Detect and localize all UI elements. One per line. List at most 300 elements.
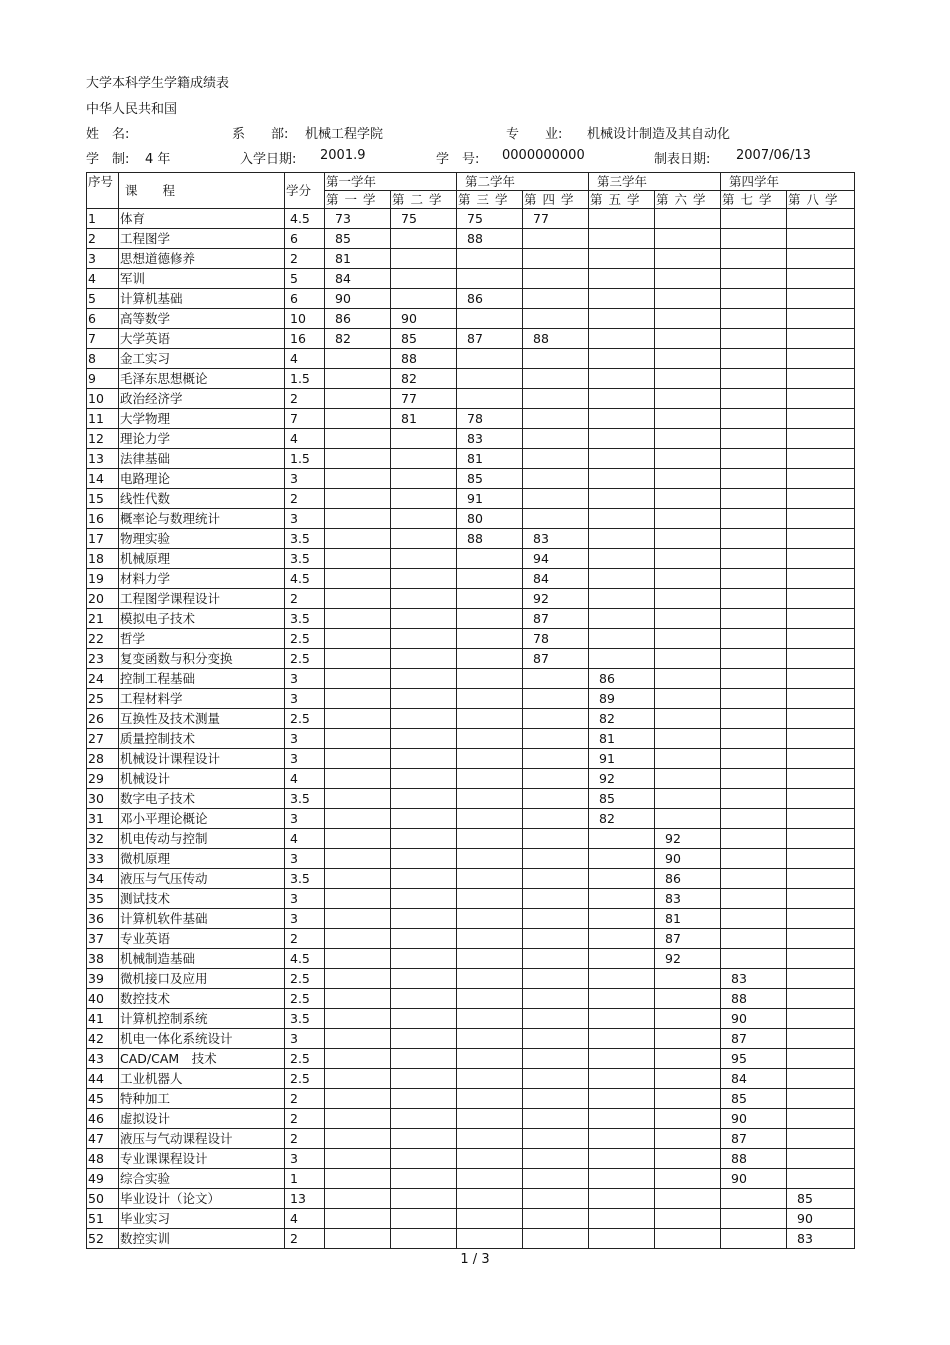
system-label: 学 制: xyxy=(86,152,130,167)
row-score xyxy=(655,669,721,689)
row-seq: 39 xyxy=(87,969,119,989)
row-score xyxy=(787,409,855,429)
row-credit: 13 xyxy=(285,1189,325,1209)
row-seq: 7 xyxy=(87,329,119,349)
row-score xyxy=(523,449,589,469)
row-credit: 3 xyxy=(285,849,325,869)
row-seq: 10 xyxy=(87,389,119,409)
row-seq: 1 xyxy=(87,209,119,229)
row-score xyxy=(523,1209,589,1229)
row-score xyxy=(457,569,523,589)
row-course: 模拟电子技术 xyxy=(119,609,285,629)
row-score xyxy=(787,669,855,689)
row-score xyxy=(655,449,721,469)
row-score xyxy=(325,969,391,989)
row-score xyxy=(391,1009,457,1029)
row-score xyxy=(391,849,457,869)
row-score xyxy=(523,729,589,749)
row-score xyxy=(391,1229,457,1249)
row-score xyxy=(523,849,589,869)
row-credit: 4.5 xyxy=(285,569,325,589)
row-score xyxy=(589,829,655,849)
table-row xyxy=(87,469,855,489)
major-label: 专 业: xyxy=(506,127,563,142)
row-score xyxy=(655,309,721,329)
row-score: 82 xyxy=(589,709,655,729)
row-seq: 27 xyxy=(87,729,119,749)
row-score xyxy=(655,1089,721,1109)
row-score xyxy=(325,869,391,889)
table-row xyxy=(87,549,855,569)
row-credit: 4 xyxy=(285,769,325,789)
row-credit: 2.5 xyxy=(285,1049,325,1069)
row-score xyxy=(325,349,391,369)
row-score xyxy=(721,429,787,449)
row-score xyxy=(457,909,523,929)
row-seq: 9 xyxy=(87,369,119,389)
row-credit: 3 xyxy=(285,1029,325,1049)
row-score xyxy=(787,1109,855,1129)
row-score xyxy=(457,729,523,749)
row-score xyxy=(721,829,787,849)
row-score xyxy=(457,809,523,829)
row-credit: 2.5 xyxy=(285,709,325,729)
row-credit: 3.5 xyxy=(285,869,325,889)
row-credit: 4 xyxy=(285,829,325,849)
row-score xyxy=(655,649,721,669)
row-score xyxy=(589,549,655,569)
header-semester-4: 第 四 学 xyxy=(523,191,589,209)
header-semester-8: 第 八 学 xyxy=(787,191,855,209)
row-score xyxy=(391,289,457,309)
row-score xyxy=(787,529,855,549)
row-course: 毛泽东思想概论 xyxy=(119,369,285,389)
row-score: 84 xyxy=(523,569,589,589)
row-score xyxy=(457,829,523,849)
row-score xyxy=(787,349,855,369)
dept-label: 系 部: xyxy=(232,127,289,142)
made-date-label: 制表日期: xyxy=(654,152,711,167)
table-row xyxy=(87,569,855,589)
row-score xyxy=(655,969,721,989)
row-score: 88 xyxy=(457,229,523,249)
row-course: 金工实习 xyxy=(119,349,285,369)
row-course: 政治经济学 xyxy=(119,389,285,409)
row-score xyxy=(457,789,523,809)
row-score xyxy=(589,1029,655,1049)
row-score xyxy=(787,1029,855,1049)
row-score xyxy=(457,1209,523,1229)
row-course: 数字电子技术 xyxy=(119,789,285,809)
row-score xyxy=(391,1029,457,1049)
row-course: 工业机器人 xyxy=(119,1069,285,1089)
row-score: 81 xyxy=(457,449,523,469)
row-credit: 3.5 xyxy=(285,1009,325,1029)
row-score: 83 xyxy=(523,529,589,549)
table-row xyxy=(87,529,855,549)
table-row xyxy=(87,869,855,889)
row-score xyxy=(391,1169,457,1189)
table-row xyxy=(87,1069,855,1089)
major-value: 机械设计制造及其自动化 xyxy=(587,127,731,142)
row-score xyxy=(787,249,855,269)
row-score xyxy=(721,589,787,609)
header-credit: 学分 xyxy=(285,173,325,209)
made-date-value: 2007/06/13 xyxy=(736,148,811,163)
table-row xyxy=(87,1029,855,1049)
page-number: 1 / 3 xyxy=(460,1252,490,1267)
row-score xyxy=(391,549,457,569)
row-score: 84 xyxy=(721,1069,787,1089)
row-score xyxy=(787,769,855,789)
row-course: 机械原理 xyxy=(119,549,285,569)
row-score xyxy=(721,689,787,709)
header-year-2: 第二学年 xyxy=(457,173,589,191)
row-credit: 1 xyxy=(285,1169,325,1189)
row-score xyxy=(325,469,391,489)
row-score xyxy=(523,1189,589,1209)
row-score xyxy=(523,1049,589,1069)
row-score: 92 xyxy=(523,589,589,609)
row-score xyxy=(325,1089,391,1109)
row-score xyxy=(523,809,589,829)
row-course: 综合实验 xyxy=(119,1169,285,1189)
table-row xyxy=(87,229,855,249)
row-score xyxy=(655,409,721,429)
table-row xyxy=(87,849,855,869)
row-score xyxy=(325,509,391,529)
row-credit: 7 xyxy=(285,409,325,429)
row-score xyxy=(787,369,855,389)
row-score: 80 xyxy=(457,509,523,529)
row-score xyxy=(589,909,655,929)
row-score xyxy=(391,649,457,669)
row-score xyxy=(655,349,721,369)
header-course: 课 程 xyxy=(119,173,285,209)
table-row xyxy=(87,689,855,709)
row-score xyxy=(523,1229,589,1249)
row-score: 77 xyxy=(523,209,589,229)
row-score xyxy=(457,549,523,569)
row-score: 92 xyxy=(589,769,655,789)
row-course: 复变函数与积分变换 xyxy=(119,649,285,669)
row-score xyxy=(589,249,655,269)
row-score xyxy=(523,709,589,729)
row-seq: 17 xyxy=(87,529,119,549)
row-score xyxy=(391,569,457,589)
row-score xyxy=(787,469,855,489)
row-score xyxy=(787,1129,855,1149)
row-seq: 14 xyxy=(87,469,119,489)
row-score xyxy=(787,589,855,609)
header-semester-6: 第 六 学 xyxy=(655,191,721,209)
row-credit: 3 xyxy=(285,809,325,829)
row-score: 86 xyxy=(457,289,523,309)
row-score: 87 xyxy=(721,1129,787,1149)
row-credit: 4.5 xyxy=(285,949,325,969)
row-score xyxy=(523,1089,589,1109)
document-title: 大学本科学生学籍成绩表 xyxy=(86,76,230,91)
row-score: 88 xyxy=(721,989,787,1009)
row-score xyxy=(325,549,391,569)
row-seq: 23 xyxy=(87,649,119,669)
row-score xyxy=(325,849,391,869)
row-course: 军训 xyxy=(119,269,285,289)
row-score xyxy=(787,829,855,849)
row-score xyxy=(655,1009,721,1029)
row-score xyxy=(391,229,457,249)
row-score xyxy=(325,1129,391,1149)
row-seq: 2 xyxy=(87,229,119,249)
row-score: 87 xyxy=(523,649,589,669)
row-score xyxy=(589,1009,655,1029)
row-score xyxy=(721,209,787,229)
row-score xyxy=(325,909,391,929)
row-course: 专业课课程设计 xyxy=(119,1149,285,1169)
row-score xyxy=(589,269,655,289)
row-score xyxy=(391,609,457,629)
enroll-value: 2001.9 xyxy=(320,148,366,163)
row-score xyxy=(523,769,589,789)
row-score: 85 xyxy=(325,229,391,249)
row-score: 73 xyxy=(325,209,391,229)
table-row xyxy=(87,749,855,769)
row-course: 邓小平理论概论 xyxy=(119,809,285,829)
table-row xyxy=(87,289,855,309)
row-score xyxy=(721,349,787,369)
row-score xyxy=(391,989,457,1009)
table-row xyxy=(87,389,855,409)
row-seq: 43 xyxy=(87,1049,119,1069)
row-score xyxy=(787,489,855,509)
row-credit: 3 xyxy=(285,509,325,529)
row-seq: 47 xyxy=(87,1129,119,1149)
row-credit: 2 xyxy=(285,1109,325,1129)
row-course: 大学物理 xyxy=(119,409,285,429)
row-course: 毕业实习 xyxy=(119,1209,285,1229)
row-credit: 10 xyxy=(285,309,325,329)
row-course: 电路理论 xyxy=(119,469,285,489)
row-score xyxy=(523,349,589,369)
row-score xyxy=(391,469,457,489)
row-score xyxy=(457,249,523,269)
row-course: 机电一体化系统设计 xyxy=(119,1029,285,1049)
row-score xyxy=(325,729,391,749)
row-score xyxy=(457,989,523,1009)
row-score xyxy=(787,429,855,449)
row-score xyxy=(391,729,457,749)
row-score: 85 xyxy=(589,789,655,809)
row-score: 81 xyxy=(325,249,391,269)
row-seq: 45 xyxy=(87,1089,119,1109)
row-score xyxy=(787,889,855,909)
row-seq: 22 xyxy=(87,629,119,649)
row-score xyxy=(589,969,655,989)
row-course: 毕业设计（论文） xyxy=(119,1189,285,1209)
row-course: 数控技术 xyxy=(119,989,285,1009)
row-score xyxy=(391,1049,457,1069)
row-score xyxy=(721,229,787,249)
row-score xyxy=(457,629,523,649)
row-score xyxy=(391,1109,457,1129)
row-score xyxy=(655,469,721,489)
row-seq: 34 xyxy=(87,869,119,889)
row-credit: 3 xyxy=(285,909,325,929)
row-score: 95 xyxy=(721,1049,787,1069)
row-score xyxy=(391,969,457,989)
row-score xyxy=(721,629,787,649)
row-score xyxy=(787,689,855,709)
row-score xyxy=(589,849,655,869)
row-credit: 2 xyxy=(285,489,325,509)
row-score: 83 xyxy=(721,969,787,989)
row-score: 91 xyxy=(457,489,523,509)
row-score xyxy=(589,989,655,1009)
table-row xyxy=(87,1209,855,1229)
table-row xyxy=(87,249,855,269)
table-row xyxy=(87,1189,855,1209)
row-score xyxy=(523,1029,589,1049)
row-credit: 4 xyxy=(285,1209,325,1229)
header-semester-2: 第 二 学 xyxy=(391,191,457,209)
row-score xyxy=(721,889,787,909)
row-seq: 46 xyxy=(87,1109,119,1129)
row-score xyxy=(655,229,721,249)
row-score xyxy=(655,689,721,709)
row-score xyxy=(457,709,523,729)
table-row xyxy=(87,589,855,609)
row-score xyxy=(589,1109,655,1129)
row-score xyxy=(391,949,457,969)
row-score xyxy=(325,609,391,629)
row-score: 90 xyxy=(721,1169,787,1189)
row-score xyxy=(787,949,855,969)
row-credit: 4 xyxy=(285,349,325,369)
row-credit: 3 xyxy=(285,1149,325,1169)
row-score xyxy=(787,289,855,309)
row-score xyxy=(457,1129,523,1149)
table-row xyxy=(87,349,855,369)
row-score: 86 xyxy=(325,309,391,329)
row-score xyxy=(787,1169,855,1189)
row-score: 91 xyxy=(589,749,655,769)
row-score xyxy=(721,669,787,689)
row-credit: 6 xyxy=(285,229,325,249)
header-seq: 序号 xyxy=(87,173,119,209)
row-score xyxy=(325,989,391,1009)
row-score xyxy=(457,669,523,689)
row-score xyxy=(721,869,787,889)
row-seq: 44 xyxy=(87,1069,119,1089)
header-semester-3: 第 三 学 xyxy=(457,191,523,209)
row-score xyxy=(325,449,391,469)
row-credit: 2 xyxy=(285,1089,325,1109)
row-score xyxy=(523,469,589,489)
country-label: 中华人民共和国 xyxy=(86,102,178,117)
row-score xyxy=(589,1209,655,1229)
row-score xyxy=(523,289,589,309)
row-course: 计算机软件基础 xyxy=(119,909,285,929)
row-score xyxy=(721,649,787,669)
row-score xyxy=(721,289,787,309)
row-course: 液压与气压传动 xyxy=(119,869,285,889)
row-credit: 2 xyxy=(285,589,325,609)
row-score xyxy=(655,509,721,529)
header-year-1: 第一学年 xyxy=(325,173,457,191)
row-score xyxy=(721,729,787,749)
row-score xyxy=(523,1109,589,1129)
header-year-4: 第四学年 xyxy=(721,173,855,191)
row-score: 85 xyxy=(391,329,457,349)
row-score xyxy=(325,1069,391,1089)
row-score xyxy=(721,389,787,409)
row-credit: 3.5 xyxy=(285,549,325,569)
row-score xyxy=(721,909,787,929)
row-course: 微机接口及应用 xyxy=(119,969,285,989)
row-score xyxy=(655,729,721,749)
table-row xyxy=(87,209,855,229)
table-row xyxy=(87,609,855,629)
row-credit: 2 xyxy=(285,1129,325,1149)
row-score xyxy=(325,649,391,669)
row-seq: 35 xyxy=(87,889,119,909)
row-score xyxy=(787,909,855,929)
row-score xyxy=(325,369,391,389)
row-score xyxy=(655,1029,721,1049)
row-seq: 41 xyxy=(87,1009,119,1029)
table-row xyxy=(87,1109,855,1129)
row-score xyxy=(721,709,787,729)
row-score xyxy=(787,449,855,469)
row-score: 87 xyxy=(655,929,721,949)
row-credit: 2.5 xyxy=(285,969,325,989)
row-score xyxy=(457,949,523,969)
table-row xyxy=(87,809,855,829)
row-score xyxy=(655,329,721,349)
row-score xyxy=(325,789,391,809)
row-seq: 52 xyxy=(87,1229,119,1249)
row-score xyxy=(325,1009,391,1029)
row-score xyxy=(655,569,721,589)
row-course: 法律基础 xyxy=(119,449,285,469)
table-row xyxy=(87,309,855,329)
row-score: 82 xyxy=(589,809,655,829)
row-score: 90 xyxy=(655,849,721,869)
row-score xyxy=(655,609,721,629)
row-score xyxy=(589,649,655,669)
row-score xyxy=(787,1149,855,1169)
grades-table-body xyxy=(87,209,855,1249)
row-score xyxy=(457,269,523,289)
row-credit: 4.5 xyxy=(285,209,325,229)
row-score xyxy=(457,689,523,709)
row-score xyxy=(655,549,721,569)
row-score xyxy=(787,229,855,249)
row-score xyxy=(523,829,589,849)
row-score xyxy=(457,969,523,989)
row-credit: 3 xyxy=(285,749,325,769)
row-seq: 24 xyxy=(87,669,119,689)
row-score xyxy=(655,209,721,229)
row-score xyxy=(589,1089,655,1109)
row-score xyxy=(655,269,721,289)
row-score xyxy=(523,1129,589,1149)
row-score xyxy=(457,1109,523,1129)
row-score xyxy=(721,489,787,509)
row-score xyxy=(721,309,787,329)
row-score: 81 xyxy=(655,909,721,929)
row-score xyxy=(325,1149,391,1169)
